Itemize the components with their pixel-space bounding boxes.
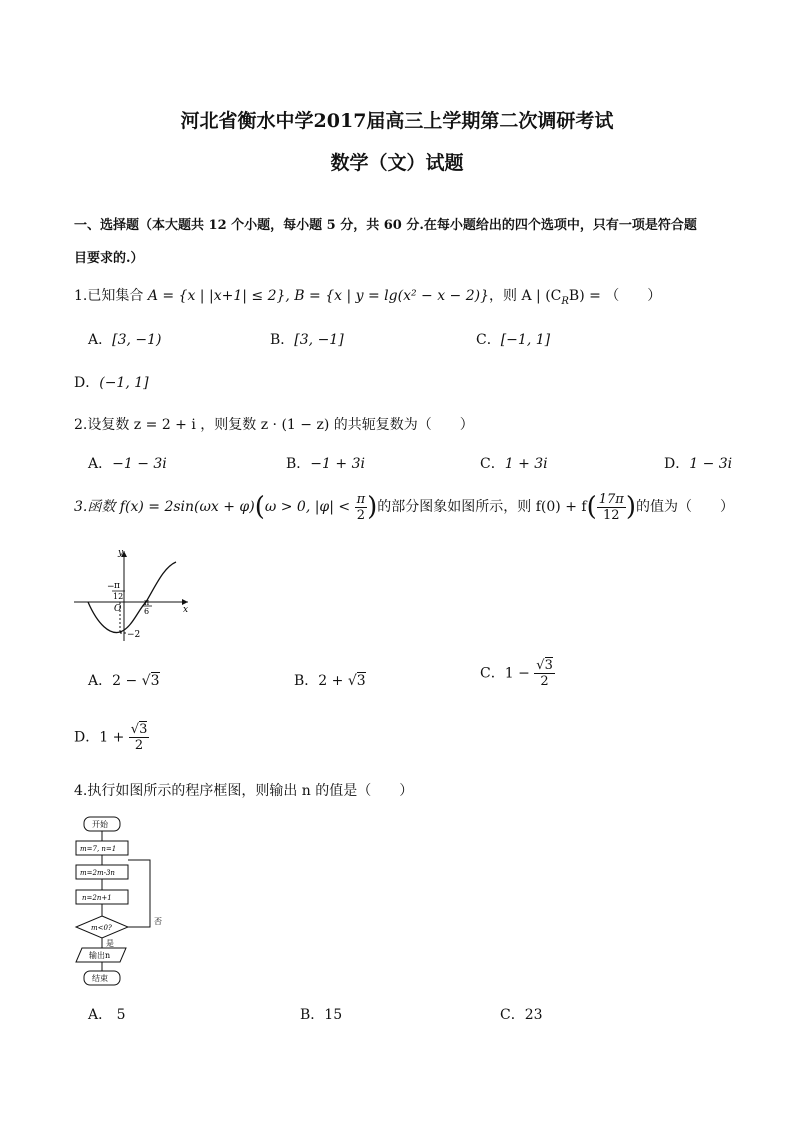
q4-option-b: B．15: [300, 1007, 343, 1023]
svg-text:m<0?: m<0?: [91, 924, 112, 932]
q1-set-a: A = {x | |x+1| ≤ 2}: [147, 288, 286, 304]
graph-right-num: π: [144, 598, 150, 607]
page-subtitle: 数学（文）试题: [330, 152, 464, 174]
svg-text:输出n: 输出n: [89, 951, 111, 960]
q2-option-a: A．−1 − 3i: [88, 456, 167, 472]
flow-no-label: 否: [154, 917, 162, 926]
q2-option-d: D．1 − 3i: [664, 456, 733, 472]
svg-text:n=2n+1: n=2n+1: [82, 894, 112, 902]
graph-left-den: 12: [113, 592, 124, 601]
q3-option-d: D．1 + $\frac{√3}{2}$: [74, 722, 148, 753]
q1-option-d: D．(−1, 1]: [74, 375, 149, 391]
q3-option-c: C．1 − $\frac{√3}{2}$: [480, 658, 553, 689]
q3-option-b: B．2 + √3: [294, 673, 366, 689]
svg-text:m=2m-3n: m=2m-3n: [80, 869, 115, 877]
section-header-line1: 一、选择题（本大题共 12 个小题，每小题 5 分，共 60 分.在每小题给出的四个选项中，只有一项是符合题: [74, 218, 697, 233]
sine-curve: [88, 562, 176, 633]
q1-option-c: C．[−1, 1]: [476, 332, 551, 348]
section-header-line2: 目要求的.）: [74, 251, 144, 266]
question-4: 4.执行如图所示的程序框图，则输出 n 的值是（ ）: [74, 783, 414, 799]
graph-x-label: x: [183, 605, 189, 615]
svg-text:m=7, n=1: m=7, n=1: [80, 845, 117, 853]
q1-tail: ，则 A | (C: [489, 288, 562, 304]
question-3: 3.函数 f(x) = 2sin(ωx + φ)(ω > 0, |φ| < $\frac{\pi}{2}$ )的部分图象如图所示，则 f(0) + f( $\frac{17\pi}{12}$ )的值为（ ）: [74, 491, 734, 523]
q1-prefix: 1.已知集合: [74, 288, 148, 304]
flow-yes-label: 是: [106, 939, 114, 948]
q3-option-a: A．2 − √3: [88, 673, 160, 689]
graph-left-num: π: [114, 581, 120, 591]
flow-loop: [128, 860, 150, 927]
page-title: 河北省衡水中学2017届高三上学期第二次调研考试: [180, 110, 614, 132]
q4-option-c: C．23: [500, 1007, 543, 1023]
q1-set-b: , B = {x | y = lg(x² − x − 2)}: [285, 288, 490, 304]
q1-tail-sub: R: [561, 295, 569, 307]
graph-left-sign: −: [107, 582, 115, 592]
svg-text:结束: 结束: [92, 974, 108, 983]
q1-tail-end: B) = （ ）: [568, 288, 662, 304]
q3-sine-graph: [70, 545, 200, 645]
q1-option-b: B．[3, −1]: [270, 332, 344, 348]
svg-text:开始: 开始: [92, 820, 108, 829]
q2-option-c: C．1 + 3i: [480, 456, 548, 472]
graph-y-label: y: [118, 548, 124, 558]
q1-option-a: A．[3, −1): [88, 332, 162, 348]
q4-flowchart: [70, 812, 180, 992]
q2-option-b: B．−1 + 3i: [286, 456, 365, 472]
graph-origin: O: [114, 604, 122, 614]
graph-min-label: −2: [127, 630, 141, 640]
q4-option-a: A． 5: [88, 1007, 126, 1023]
graph-right-den: 6: [144, 607, 150, 616]
question-1: [74, 285, 661, 307]
question-2: 2.设复数 z = 2 + i ，则复数 z · (1 − z) 的共轭复数为（ ）: [74, 417, 474, 433]
